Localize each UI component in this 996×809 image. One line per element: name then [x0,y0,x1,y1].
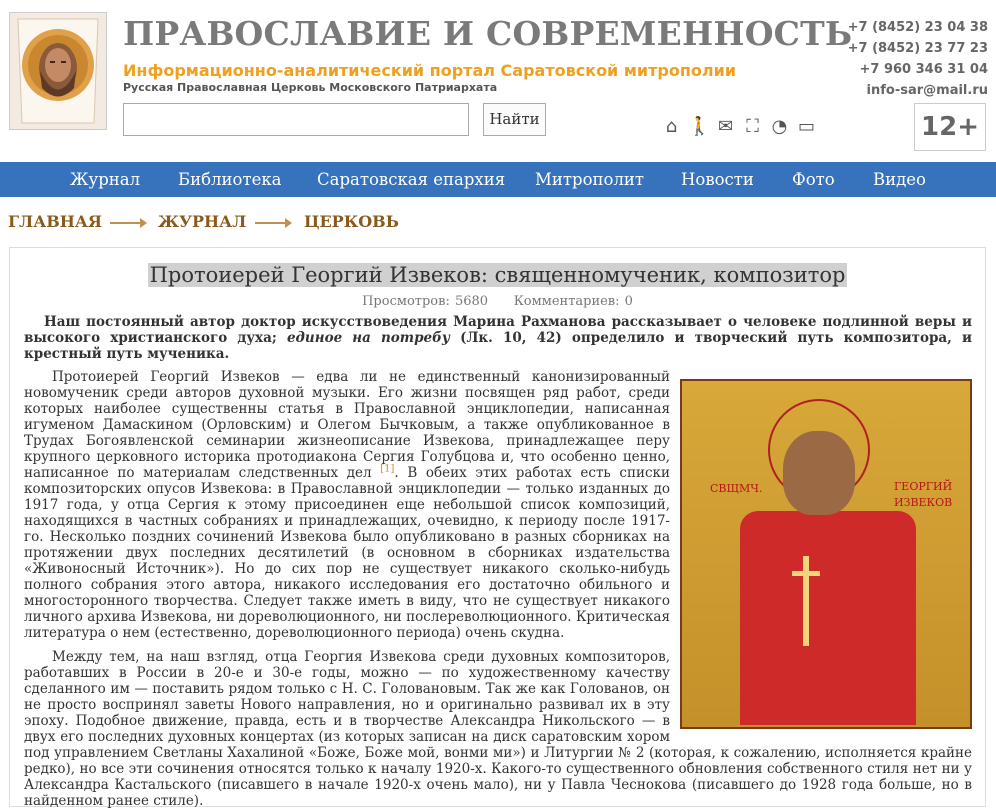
nav-item-video[interactable]: Видео [873,170,926,189]
phone-3[interactable]: +7 960 346 31 04 [859,62,988,77]
paragraph-2: Между тем, на наш взгляд, отца Георгия Извекова среди духовных композиторов, работавших в России в 20-е и 30-е годы, можно — по художественному качеству сделанного им — поставить рядом только с Н. С. Головановым. Так же как Голованов, он не просто воспринял заветы Нового направления, но и оригинально развивал их в эту эпоху. Подобное движение, правда, есть и в творчестве Александра Никольского — в двух его последних духовных концертах (из которых записан на диск саратовским хором под управлением Светланы Хахалиной «Боже, Боже мой, вонми ми») и Литургии № 2 (которая, к сожалению, исполняется крайне редко), но все эти сочинения относятся только к началу 1920-х. Какого-то существенного обновления собственного стиля нет ни у Александра Кастальского (писавшего в начале 1920-х очень мало), ни у Павла Чеснокова (писавшего до 1928 года больше, но в найденном ранее стиле). [24,649,972,809]
nav-item-library[interactable]: Библиотека [178,170,282,189]
breadcrumb-journal[interactable]: ЖУРНАЛ [158,212,247,231]
breadcrumb-home[interactable]: ГЛАВНАЯ [8,212,103,231]
cross-bar-icon [792,571,820,576]
contacts [848,17,988,101]
icon-inscription-right: ГЕОРГИЙ ИЗВЕКОВ [894,480,953,509]
age-rating-badge: 12+ [914,103,986,151]
nav-item-news[interactable]: Новости [681,170,754,189]
article-body [24,369,972,809]
email-link[interactable]: info-sar@mail.ru [866,83,988,98]
article [9,247,986,807]
saint-icon-image[interactable] [680,379,972,729]
article-meta [10,294,985,309]
nav-item-photo[interactable]: Фото [792,170,835,189]
paragraph-1-text-a: Протоиерей Георгий Извеков — едва ли не единственный канонизированный новомученик среди авторов духовной музыки. Его жизни посвящен ряд работ, среди которых наиболее существенны статья в Православной энциклопедии, написанная игуменом Дамаскином (Орловским) и Олегом Бычковым, а также опубликованное в Трудах Богоявленской семинарии жизнеописание Извекова, принадлежащее перу крупного церковного историка протодиакона Сергия Голубцова и, что особенно ценно, написанное по материалам следственных дел [24,369,670,481]
nav-item-metropolitan[interactable]: Митрополит [535,170,645,189]
comments-count[interactable]: Комментариев: 0 [513,294,633,309]
article-title-wrap [10,263,985,287]
site-subtitle: Информационно-аналитический портал Саратовской митрополии [123,61,737,80]
rss-icon[interactable]: ◔ [771,116,788,137]
monitor-icon[interactable]: ▭ [797,116,815,137]
article-title: Протоиерей Георгий Извеков: священномученик, композитор [149,263,846,287]
lead-text-2: (Лк. 10, 42) определило и творческий путь композитора, и крестный путь мученика. [24,330,973,362]
views-count: Просмотров: 5680 [362,294,489,309]
footnote-link-1[interactable]: [1] [380,463,395,475]
face-shape [783,431,855,515]
lead-text-1: Наш постоянный автор доктор искусствоведения Марина Рахманова рассказывает о человеке подлинной веры и высокого христианского духа; [24,314,972,346]
sitemap-icon[interactable]: ⛶ [746,116,759,137]
vernicle-icon [10,13,106,129]
nav-item-journal[interactable]: Журнал [70,170,141,189]
phone-1[interactable]: +7 (8452) 23 04 38 [847,20,988,35]
nav-item-eparchy[interactable]: Саратовская епархия [317,170,506,189]
breadcrumb-church[interactable]: ЦЕРКОВЬ [304,212,399,231]
breadcrumb-arrow-icon [110,222,144,224]
home-icon[interactable]: ⌂ [665,116,678,137]
site-church-line: Русская Православная Церковь Московского Патриархата [123,81,498,94]
site-title[interactable]: ПРАВОСЛАВИЕ И СОВРЕМЕННОСТЬ [123,14,853,53]
site-logo[interactable] [9,12,107,130]
breadcrumb-arrow-icon [255,222,289,224]
paragraph-1-text-b: . В обеих этих работах есть списки композиторских опусов Извекова: в Православной энциклопедии — только изданных до 1917 года, у отца Сергия к этому присоединен еще небольшой список композиций, находящихся в частных собраниях и принадлежащих, очевидно, к периоду после 1917-го. Несколько поздних сочинений Извекова было опубликовано в разных сборниках на протяжении двух последних десятилетий (в основном в сборниках издательства «Живоносный Источник»). Но до сих пор не существует никакого сколько-нибудь полного собрания этого автора, никакого исследования его достаточно обильного и многосторонного творчества. Следует также иметь в виду, что не существует никакого личного архива Извекова, ни дореволюционного, ни послереволюционного. Критическая литература о нем (естественно, дореволюционного периода) очень скудна. [24,465,670,641]
robe-shape [740,511,916,725]
search-input[interactable] [123,103,469,136]
walker-icon[interactable]: 🚶 [688,116,711,137]
main-nav [0,162,996,197]
phone-2[interactable]: +7 (8452) 23 77 23 [847,41,988,56]
cross-icon [803,556,809,646]
header-icons [661,116,817,138]
mail-icon[interactable]: ✉ [717,116,734,137]
article-lead [24,314,972,362]
lead-italic: единое на потребу [286,330,450,346]
icon-inscription-left: СВЩМЧ. [710,482,763,495]
search-button[interactable]: Найти [483,103,546,136]
